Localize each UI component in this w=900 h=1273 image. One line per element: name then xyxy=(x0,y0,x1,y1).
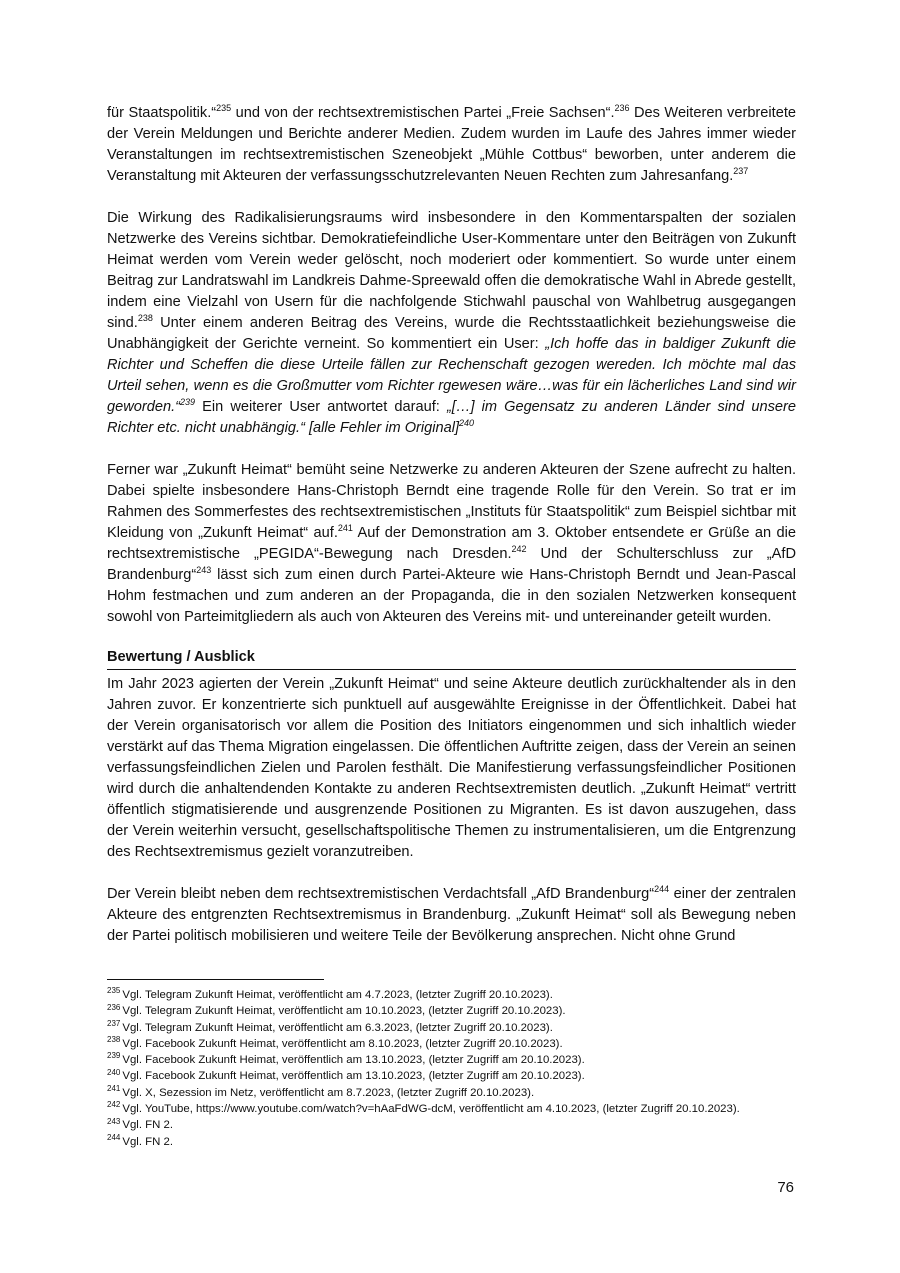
footnote-text: Vgl. X, Sezession im Netz, veröffentlicht am 8.7.2023, (letzter Zugriff 20.10.2023). xyxy=(122,1086,535,1099)
footnote-ref: 240 xyxy=(459,418,475,429)
section-paragraphs xyxy=(107,674,796,947)
footnote-number: 241 xyxy=(107,1083,121,1093)
footnote-ref: 242 xyxy=(511,544,527,555)
text-run: lässt sich zum einen durch Partei-Akteure wie Hans-Christoph Berndt und Jean-Pascal Hohm festmachen und zum anderen an der Propaganda, die in den sozialen Netzwerken konsequent sowohl von Parteimitgliedern als auch von Akteuren des Vereins mit- und untereinander geteilt wurden. xyxy=(107,567,796,625)
footnote-number: 240 xyxy=(107,1067,121,1077)
footnote-ref: 243 xyxy=(196,565,212,576)
footnote-text: Vgl. Facebook Zukunft Heimat, veröffentlich am 13.10.2023, (letzter Zugriff am 20.10.2023). xyxy=(122,1054,585,1067)
text-run: Des Weiteren verbreitete der Verein Meldungen und Berichte anderer Medien. Zudem wurden im Laufe des Jahres immer wieder Veranstaltungen im rechtsextremistischen Szeneobjekt „Mühle Cottbus“ beworben, unter anderem die Veranstaltung mit Akteuren der verfassungsschutzrelevanten Neuen Rechten zum Jahresanfang. xyxy=(107,105,796,184)
text-run: Unter einem anderen Beitrag des Vereins, wurde die Rechtsstaatlichkeit beziehungsweise die Unabhängigkeit der Gerichte verneint. So kommentiert ein User: xyxy=(107,315,796,352)
paragraph xyxy=(107,208,796,439)
footnote-number: 239 xyxy=(107,1051,121,1061)
intro-paragraphs xyxy=(107,103,796,628)
text-run: Ferner war „Zukunft Heimat“ bemüht seine Netzwerke zu anderen Akteuren der Szene aufrecht zu halten. Dabei spielte insbesondere Hans-Christoph Berndt eine tragende Rolle für den Verein. So trat er im Rahmen des Sommerfestes des rechtsextremistischen „Instituts für Staatspolitik“ zum Beispiel sichtbar mit Kleidung von „Zukunft Heimat“ auf. xyxy=(107,462,796,541)
footnote xyxy=(107,1134,796,1150)
text-run: einer der zentralen Akteure des entgrenzten Rechtsextremismus in Brandenburg. „Zukunft Heimat“ soll als Bewegung neben der Partei politisch mobilisieren und weitere Teile der Bevölkerung ansprechen. Nicht ohne Grund xyxy=(107,886,796,944)
footnote xyxy=(107,1052,796,1068)
document-body xyxy=(107,103,796,947)
footnote xyxy=(107,1117,796,1133)
footnote xyxy=(107,987,796,1003)
footnote-ref: 235 xyxy=(216,103,232,114)
footnote-number: 243 xyxy=(107,1116,121,1126)
footnote-ref: 241 xyxy=(337,523,353,534)
footnote-separator xyxy=(107,979,324,980)
footnote-text: Vgl. Telegram Zukunft Heimat, veröffentlicht am 6.3.2023, (letzter Zugriff 20.10.2023). xyxy=(122,1021,553,1034)
footnote-number: 235 xyxy=(107,986,121,996)
footnote-text: Vgl. Telegram Zukunft Heimat, veröffentlicht am 10.10.2023, (letzter Zugriff 20.10.2023). xyxy=(122,1005,566,1018)
footnote xyxy=(107,1020,796,1036)
footnote-ref: 236 xyxy=(614,103,630,114)
footnote-number: 236 xyxy=(107,1002,121,1012)
text-run: für Staatspolitik.“ xyxy=(107,105,217,121)
page-number: 76 xyxy=(777,1179,794,1196)
text-run: Im Jahr 2023 agierten der Verein „Zukunft Heimat“ und seine Akteure deutlich zurückhaltender als in den Jahren zuvor. Er konzentrierte sich punktuell auf ausgewählte Ereignisse in der Öffentlichkeit. Dabei hat der Verein organisatorisch vor allem die Position des Initiators eingenommen und sich inhaltlich wieder verstärkt auf das Thema Migration eingelassen. Die öffentlichen Auftritte zeigen, dass der Verein an seinen verfassungsfeindlichen Zielen und Parolen festhält. Die Manifestierung verfassungsfeindlicher Positionen wird durch die anhaltendenden Kontakte zu anderen Rechtsextremisten deutlich. „Zukunft Heimat“ vertritt öffentlich stigmatisierende und ausgrenzende Positionen zu Migranten. Es ist davon auszugehen, dass der Verein weiterhin versucht, gesellschaftspolitische Themen zu instrumentalisieren, um die Entgrenzung des Rechtsextremismus gezielt voranzutreiben. xyxy=(107,676,797,860)
footnote-text: Vgl. Facebook Zukunft Heimat, veröffentlich am 13.10.2023, (letzter Zugriff am 20.10.2023). xyxy=(122,1070,585,1083)
footnote-text: Vgl. Facebook Zukunft Heimat, veröffentlicht am 8.10.2023, (letzter Zugriff 20.10.2023). xyxy=(122,1037,563,1050)
footnote xyxy=(107,1101,796,1117)
text-run: Auf der Demonstration am 3. Oktober entsendete er Grüße an die rechtsextremistische „PEGIDA“-Bewegung nach Dresden. xyxy=(107,525,796,562)
footnote-text: Vgl. Telegram Zukunft Heimat, veröffentlicht am 4.7.2023, (letzter Zugriff 20.10.2023). xyxy=(122,989,553,1001)
footnote xyxy=(107,1003,796,1019)
text-run: Und der Schulterschluss zur „AfD Brandenburg“ xyxy=(107,546,796,583)
footnote-ref: 237 xyxy=(733,166,749,177)
paragraph xyxy=(107,460,796,628)
paragraph xyxy=(107,103,796,187)
section-heading: Bewertung / Ausblick xyxy=(107,647,796,670)
footnote-text: Vgl. FN 2. xyxy=(122,1119,173,1132)
text-run: Der Verein bleibt neben dem rechtsextremistischen Verdachtsfall „AfD Brandenburg“ xyxy=(107,886,655,902)
footnote-number: 237 xyxy=(107,1018,121,1028)
footnotes xyxy=(107,987,796,1150)
footnote-number: 244 xyxy=(107,1132,121,1142)
footnote-number: 242 xyxy=(107,1100,121,1110)
text-run: Ein weiterer User antwortet darauf: xyxy=(195,399,447,415)
footnote-number: 238 xyxy=(107,1035,121,1045)
text-run: und von der rechtsextremistischen Partei „Freie Sachsen“. xyxy=(231,105,615,121)
footnote-text: Vgl. YouTube, https://www.youtube.com/watch?v=hAaFdWG-dcM, veröffentlicht am 4.10.2023, (letzter Zugriff 20.10.2023). xyxy=(122,1103,740,1116)
footnote-ref: 244 xyxy=(654,884,670,895)
footnote xyxy=(107,1068,796,1084)
footnote-ref: 238 xyxy=(137,313,153,324)
paragraph xyxy=(107,884,796,947)
paragraph xyxy=(107,674,796,863)
text-run: Die Wirkung des Radikalisierungsraums wird insbesondere in den Kommentarspalten der sozialen Netzwerke des Vereins sichtbar. Demokratiefeindliche User-Kommentare unter den Beiträgen von Zukunft Heimat werden vom Verein weder gelöscht, noch moderiert oder kommentiert. So wurde unter einem Beitrag zur Landratswahl im Landkreis Dahme-Spreewald offen die demokratische Wahl in Abrede gestellt, indem eine Vielzahl von Usern für die nachfolgende Stichwahl pauschal von Wahlbetrug ausgegangen sind. xyxy=(107,210,796,331)
footnote-text: Vgl. FN 2. xyxy=(122,1135,173,1148)
footnote xyxy=(107,1085,796,1101)
footnote-ref: 239 xyxy=(180,397,196,408)
quote-run: „Ich hoffe das in baldiger Zukunft die Richter und Scheffen die diese Urteile fällen zur Rechenschaft gezogen wereden. Ich möchte mal das Urteil sehen, wenn es die Großmutter vom Richter rgewesen wäre…was für ein lächerliches Land sind wir geworden.“ xyxy=(107,336,797,415)
quote-run: „[…] im Gegensatz zu anderen Länder sind unsere Richter etc. nicht unabhängig.“ [alle Fehler im Original] xyxy=(107,399,796,436)
footnote xyxy=(107,1036,796,1052)
